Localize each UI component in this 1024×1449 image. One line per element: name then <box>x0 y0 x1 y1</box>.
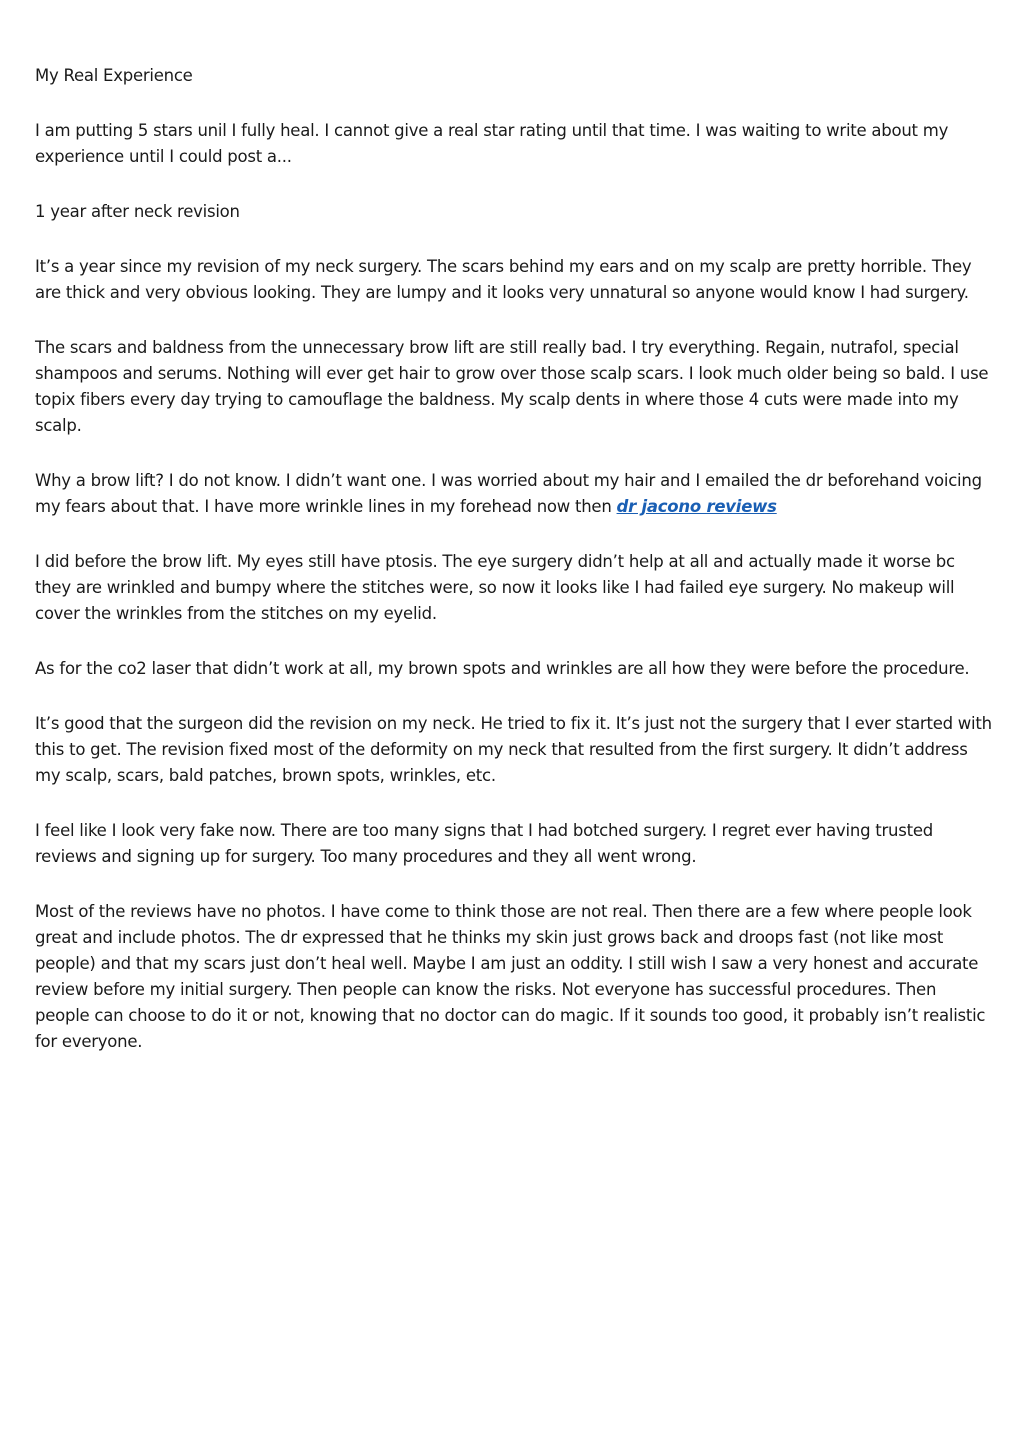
paragraph-why-brow-lift-text: Why a brow lift? I do not know. I didn’t want one. I was worried about my hair and I emailed the dr beforehand voicing my fears about that. I have more wrinkle lines in my forehead now then <box>35 471 982 516</box>
paragraph-reviews-photos: Most of the reviews have no photos. I have come to think those are not real. Then there are a few where people look great and include photos. The dr expressed that he thinks my skin just grows back and droops fast (not like most people) and that my scars just don’t heal well. Maybe I am just an oddity. I still wish I saw a very honest and accurate review before my initial surgery. Then people can know the risks. Not everyone has successful procedures. Then people can choose to do it or not, knowing that no doctor can do magic. If it sounds too good, it probably isn’t realistic for everyone. <box>35 902 986 1051</box>
paragraph-brow-lift-scars: The scars and baldness from the unnecessary brow lift are still really bad. I try everything. Regain, nutrafol, special shampoos and serums. Nothing will ever get hair to grow over those scalp scars. I look much older being so bald. I use topix fibers every day trying to camouflage the baldness. My scalp dents in where those 4 cuts were made into my scalp. <box>35 338 989 435</box>
paragraph-neck-revision: It’s good that the surgeon did the revision on my neck. He tried to fix it. It’s just not the surgery that I ever started with this to get. The revision fixed most of the deformity on my neck that resulted from the first surgery. It didn’t address my scalp, scars, bald patches, brown spots, wrinkles, etc. <box>35 714 992 785</box>
section-subheading: 1 year after neck revision <box>35 202 240 221</box>
document-heading: My Real Experience <box>35 66 193 85</box>
document-body <box>35 63 995 1084</box>
paragraph-why-brow-lift <box>35 468 995 520</box>
intro-paragraph: I am putting 5 stars unil I fully heal. I cannot give a real star rating until that time. I was waiting to write about my experience until I could post a... <box>35 121 949 166</box>
paragraph-neck-scars: It’s a year since my revision of my neck surgery. The scars behind my ears and on my scalp are pretty horrible. They are thick and very obvious looking. They are lumpy and it looks very unnatural so anyone would know I had surgery. <box>35 257 972 302</box>
paragraph-co2-laser: As for the co2 laser that didn’t work at all, my brown spots and wrinkles are all how they were before the procedure. <box>35 659 970 678</box>
dr-jacono-reviews-link[interactable]: dr jacono reviews <box>616 497 777 516</box>
paragraph-feel-fake: I feel like I look very fake now. There are too many signs that I had botched surgery. I regret ever having trusted reviews and signing up for surgery. Too many procedures and they all went wrong. <box>35 821 933 866</box>
paragraph-eye-surgery: I did before the brow lift. My eyes still have ptosis. The eye surgery didn’t help at all and actually made it worse bc they are wrinkled and bumpy where the stitches were, so now it looks like I had failed eye surgery. No makeup will cover the wrinkles from the stitches on my eyelid. <box>35 552 955 623</box>
